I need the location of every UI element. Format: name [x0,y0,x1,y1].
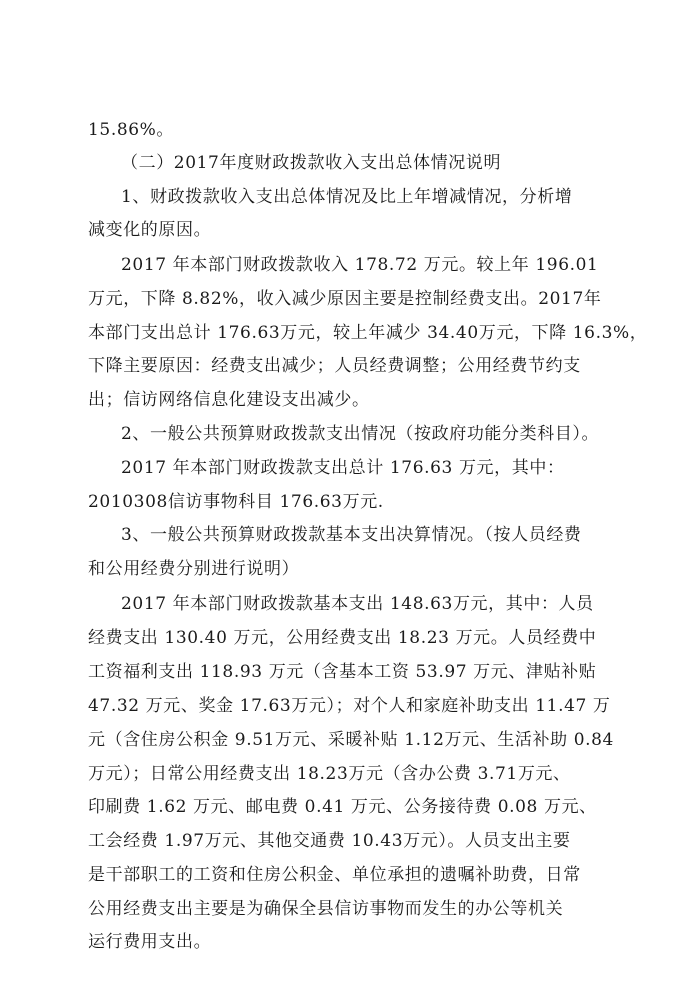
text-line: 本部门支出总计 176.63万元，较上年减少 34.40万元，下降 16.3%， [88,323,648,343]
text-line: 工资福利支出 118.93 万元（含基本工资 53.97 万元、津贴补贴 [88,662,597,682]
text-line: 工会经费 1.97万元、其他交通费 10.43万元）。人员支出主要 [88,831,571,851]
text-line: 15.86%。 [88,120,175,140]
text-line: 减变化的原因。 [88,220,212,240]
text-line: 公用经费支出主要是为确保全县信访事物而发生的办公等机关 [88,899,564,919]
section-heading: 2、一般公共预算财政拨款支出情况（按政府功能分类科目）。 [121,424,600,444]
text-line: 1、财政拨款收入支出总体情况及比上年增减情况，分析增 [121,187,573,207]
text-line: 和公用经费分别进行说明） [88,559,300,579]
text-line: 47.32 万元、奖金 17.63万元）；对个人和家庭补助支出 11.47 万 [88,696,611,716]
text-line: 万元）；日常公用经费支出 18.23万元（含办公费 3.71万元、 [88,764,571,784]
section-heading: 3、一般公共预算财政拨款基本支出决算情况。（按人员经费 [121,525,582,545]
section-heading: （二）2017年度财政拨款收入支出总体情况说明 [121,153,502,173]
text-line: 印刷费 1.62 万元、邮电费 0.41 万元、公务接待费 0.08 万元、 [88,797,597,817]
text-line: 2017 年本部门财政拨款基本支出 148.63万元，其中：人员 [121,594,594,614]
text-line: 运行费用支出。 [88,932,212,952]
text-line: 经费支出 130.40 万元，公用经费支出 18.23 万元。人员经费中 [88,628,597,648]
text-line: 元（含住房公积金 9.51万元、采暖补贴 1.12万元、生活补助 0.84 [88,730,614,750]
text-line: 下降主要原因：经费支出减少；人员经费调整；公用经费节约支 [88,356,581,376]
text-line: 2017 年本部门财政拨款支出总计 176.63 万元，其中： [121,458,565,478]
text-line: 2017 年本部门财政拨款收入 178.72 万元。较上年 196.01 [121,255,599,275]
text-line: 万元，下降 8.82%，收入减少原因主要是控制经费支出。2017年 [88,289,602,309]
text-line: 是干部职工的工资和住房公积金、单位承担的遗嘱补助费，日常 [88,865,581,885]
text-line: 2010308信访事物科目 176.63万元. [88,492,384,512]
text-line: 出；信访网络信息化建设支出减少。 [88,390,370,410]
